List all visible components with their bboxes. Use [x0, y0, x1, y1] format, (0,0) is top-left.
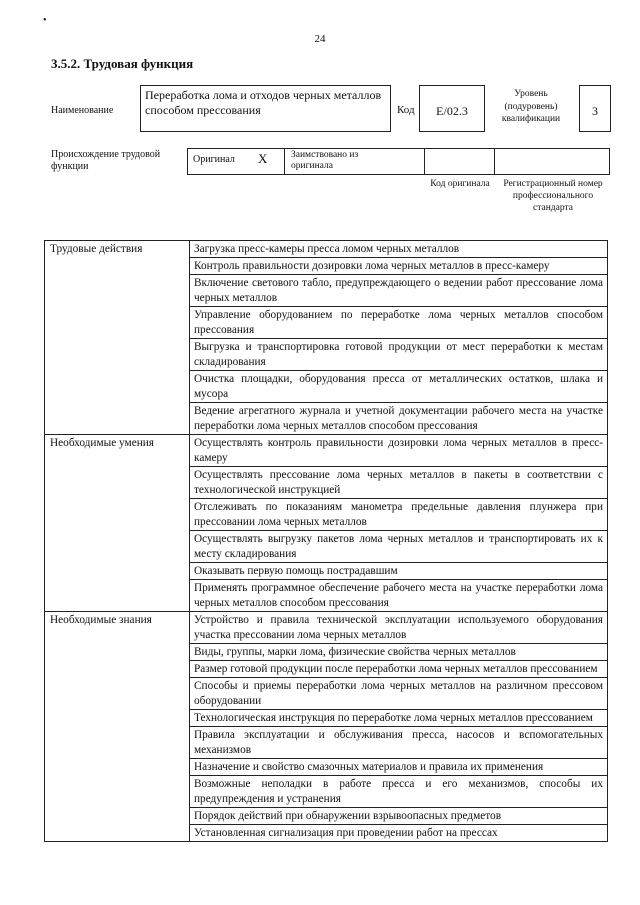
requirement-item: Загрузка пресс-камеры пресса ломом черных металлов [190, 241, 608, 258]
function-name-box [140, 85, 391, 132]
requirement-item: Выгрузка и транспортировка готовой продукции от мест переработки к местам складирования [190, 339, 608, 371]
requirement-item: Осуществлять прессование лома черных металлов в пакеты в соответствии с технологической инструкцией [190, 467, 608, 499]
requirement-item: Порядок действий при обнаружении взрывоопасных предметов [190, 808, 608, 825]
level-label: Уровень (подуровень) квалификации [501, 89, 561, 124]
requirement-item: Технологическая инструкция по переработке лома черных металлов прессованием [190, 710, 608, 727]
function-name-value: Переработка лома и отходов черных металлов способом прессования [145, 88, 382, 117]
requirement-item: Правила эксплуатации и обслуживания пресса, насосов и вспомогательных механизмов [190, 727, 608, 759]
section-category: Необходимые умения [45, 435, 190, 612]
requirement-item: Осуществлять контроль правильности дозировки лома черных металлов в пресс-камеру [190, 435, 608, 467]
level-value-box [579, 85, 611, 132]
requirement-item: Способы и приемы переработки лома черных металлов на различном прессовом оборудовании [190, 678, 608, 710]
requirement-item: Оказывать первую помощь пострадавшим [190, 563, 608, 580]
code-original-caption: Код оригинала [430, 179, 490, 189]
table-row [45, 435, 608, 467]
page-number: 24 [314, 33, 326, 45]
requirement-item: Управление оборудованием по переработке лома черных металлов способом прессования [190, 307, 608, 339]
original-mark: X [258, 151, 268, 166]
competency-table [44, 240, 608, 842]
table-row [45, 241, 608, 258]
requirement-item: Ведение агрегатного журнала и учетной документации рабочего места на участке переработки лома черных металлов способом прессования [190, 403, 608, 435]
requirement-item: Контроль правильности дозировки лома черных металлов в пресс-камеру [190, 258, 608, 275]
requirement-item: Возможные неполадки в работе пресса и его механизмов, способы их предупреждения и устранения [190, 776, 608, 808]
reg-number-caption: Регистрационный номер профессионального стандарта [503, 179, 603, 213]
section-category: Трудовые действия [45, 241, 190, 435]
code-label: Код [397, 104, 415, 116]
level-value: 3 [592, 104, 598, 118]
scan-mark: • [43, 15, 47, 26]
requirement-item: Виды, группы, марки лома, физические свойства черных металлов [190, 644, 608, 661]
table-row [45, 612, 608, 644]
origin-label: Происхождение трудовой функции [51, 149, 161, 172]
original-label: Оригинал [193, 154, 235, 165]
code-value: E/02.3 [436, 104, 468, 118]
requirement-item: Включение светового табло, предупреждающего о ведении работ прессование лома черных металлов [190, 275, 608, 307]
requirement-item: Отслеживать по показаниям манометра предельные давления плунжера при прессовании лома черных металлов [190, 499, 608, 531]
section-title: 3.5.2. Трудовая функция [51, 56, 194, 71]
borrowed-label: Заимствовано из оригинала [291, 150, 359, 171]
requirement-item: Установленная сигнализация при проведении работ на прессах [190, 825, 608, 842]
name-label: Наименование [51, 105, 114, 116]
requirement-item: Устройство и правила технической эксплуатации используемого оборудования участка прессовании лома черных металлов [190, 612, 608, 644]
section-category: Необходимые знания [45, 612, 190, 842]
requirement-item: Размер готовой продукции после переработки лома черных металлов прессованием [190, 661, 608, 678]
requirement-item: Применять программное обеспечение рабочего места на участке переработки лома черных металлов способом прессования [190, 580, 608, 612]
requirement-item: Осуществлять выгрузку пакетов лома черных металлов и транспортировать их к месту складирования [190, 531, 608, 563]
code-value-box [419, 85, 485, 132]
requirement-item: Очистка площадки, оборудования пресса от металлических остатков, шлака и мусора [190, 371, 608, 403]
requirement-item: Назначение и свойство смазочных материалов и правила их применения [190, 759, 608, 776]
